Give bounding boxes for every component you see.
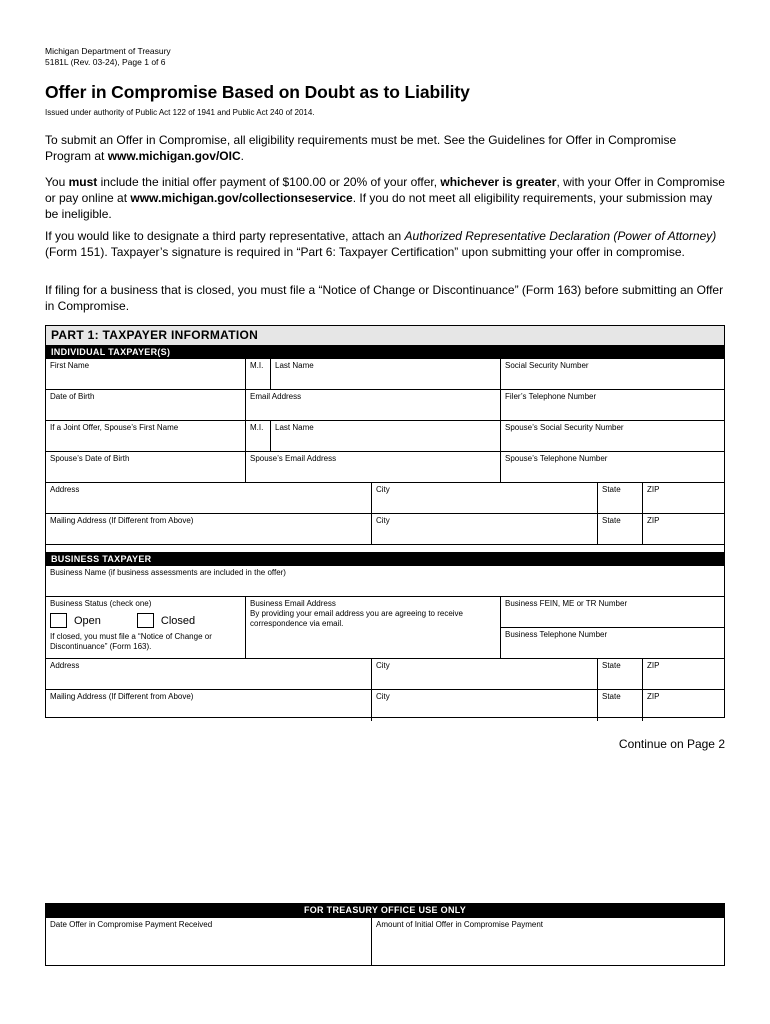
email-field[interactable]: Email Address: [246, 390, 501, 420]
business-mailing-city-field[interactable]: City: [372, 690, 598, 721]
date-received-field[interactable]: Date Offer in Compromise Payment Received: [46, 918, 372, 965]
spouse-last-name-field[interactable]: Last Name: [271, 421, 501, 451]
ssn-field[interactable]: Social Security Number: [505, 361, 589, 370]
address-field[interactable]: Address: [46, 483, 372, 513]
business-status-label: Business Status (check one): [50, 599, 152, 608]
business-email-field[interactable]: Business Email Address By providing your email address you are agreeing to receive correspondence via email.: [246, 597, 501, 658]
part1-heading: PART 1: TAXPAYER INFORMATION: [46, 326, 724, 346]
business-mailing-row: [46, 690, 724, 721]
mailing-city-field[interactable]: City: [372, 514, 598, 544]
individual-heading: INDIVIDUAL TAXPAYER(S): [46, 346, 724, 359]
first-name-field[interactable]: First Name: [46, 359, 246, 389]
continue-note: Continue on Page 2: [618, 737, 725, 751]
open-checkbox[interactable]: [50, 613, 67, 628]
business-mailing-state-field[interactable]: State: [598, 690, 643, 721]
form-title: Offer in Compromise Based on Doubt as to Liability: [45, 82, 470, 102]
business-status-row: [46, 597, 724, 659]
filer-phone-field[interactable]: Filer’s Telephone Number: [505, 392, 597, 401]
intro-paragraph-2: You must include the initial offer payment of $100.00 or 20% of your offer, whichever is greater, with your Offer in Compromise or pay online at www.michigan.gov/collectionseservice. If you do not meet all eligibility requirements, your submission may be ineligible.: [45, 175, 725, 221]
business-email-note: By providing your email address you are agreeing to receive correspondence via email.: [250, 609, 464, 628]
spouse-ssn-field[interactable]: Spouse’s Social Security Number: [505, 423, 624, 432]
mailing-state-field[interactable]: State: [598, 514, 643, 544]
spouse-first-name-field[interactable]: If a Joint Offer, Spouse’s First Name: [46, 421, 246, 451]
business-zip-field[interactable]: ZIP: [647, 661, 660, 670]
state-field[interactable]: State: [598, 483, 643, 513]
business-address-row: [46, 659, 724, 690]
dob-row: [46, 390, 724, 421]
part1-taxpayer-information: [45, 325, 725, 718]
amount-field[interactable]: Amount of Initial Offer in Compromise Payment: [376, 920, 544, 929]
closed-label: Closed: [160, 614, 196, 627]
intro-paragraph-3: If you would like to designate a third party representative, attach an Authorized Representative Declaration (Power of Attorney) (Form 151). Taxpayer’s signature is required in “Part 6: Taxpayer Certification” upon submitting your offer in compromise.: [45, 229, 717, 259]
open-label: Open: [74, 614, 101, 627]
business-heading: BUSINESS TAXPAYER: [46, 553, 724, 566]
oic-link[interactable]: www.michigan.gov/OIC: [107, 149, 241, 163]
mailing-address-field[interactable]: Mailing Address (If Different from Above): [46, 514, 372, 544]
business-city-field[interactable]: City: [372, 659, 598, 689]
mailing-row: [46, 514, 724, 545]
spouse-mi-field[interactable]: M.I.: [246, 421, 271, 451]
business-status-cell: [46, 597, 246, 658]
authority-note: Issued under authority of Public Act 122 of 1941 and Public Act 240 of 2014.: [45, 108, 315, 117]
spouse-dob-row: [46, 452, 724, 483]
closed-note: If closed, you must file a “Notice of Change or Discontinuance” (Form 163).: [50, 632, 212, 651]
business-state-field[interactable]: State: [598, 659, 643, 689]
last-name-field[interactable]: Last Name: [271, 359, 501, 389]
mailing-zip-field[interactable]: ZIP: [647, 516, 660, 525]
business-phone-field[interactable]: Business Telephone Number: [505, 629, 608, 639]
dob-field[interactable]: Date of Birth: [46, 390, 246, 420]
business-address-field[interactable]: Address: [46, 659, 372, 689]
form-header: [45, 46, 171, 68]
business-mailing-address-field[interactable]: Mailing Address (If Different from Above): [46, 690, 372, 721]
zip-field[interactable]: ZIP: [647, 485, 660, 494]
business-name-field[interactable]: Business Name (if business assessments are included in the offer): [50, 568, 286, 577]
city-field[interactable]: City: [372, 483, 598, 513]
fein-field[interactable]: Business FEIN, ME or TR Number: [501, 597, 724, 628]
office-use-heading: FOR TREASURY OFFICE USE ONLY: [46, 904, 724, 918]
intro-paragraph-1: To submit an Offer in Compromise, all eligibility requirements must be met. See the Guidelines for Offer in Compromise Program at www.michigan.gov/OIC.: [45, 133, 677, 163]
mi-field[interactable]: M.I.: [246, 359, 271, 389]
business-mailing-zip-field[interactable]: ZIP: [647, 692, 660, 701]
spouse-name-row: [46, 421, 724, 452]
spouse-phone-field[interactable]: Spouse’s Telephone Number: [505, 454, 608, 463]
office-use-row: [46, 918, 724, 965]
spouse-dob-field[interactable]: Spouse’s Date of Birth: [46, 452, 246, 482]
name-row: [46, 359, 724, 390]
treasury-office-use: [45, 903, 725, 966]
business-name-row: [46, 566, 724, 597]
department-name: Michigan Department of Treasury: [45, 46, 171, 56]
closed-checkbox[interactable]: [137, 613, 154, 628]
address-row: [46, 483, 724, 514]
spouse-email-field[interactable]: Spouse’s Email Address: [246, 452, 501, 482]
intro-paragraph-4: If filing for a business that is closed, you must file a “Notice of Change or Discontinuance” (Form 163) before submitting an Offer in Compromise.: [45, 283, 724, 313]
collections-link[interactable]: www.michigan.gov/collectionseservice: [130, 191, 353, 205]
form-revision: 5181L (Rev. 03-24), Page 1 of 6: [45, 57, 166, 67]
